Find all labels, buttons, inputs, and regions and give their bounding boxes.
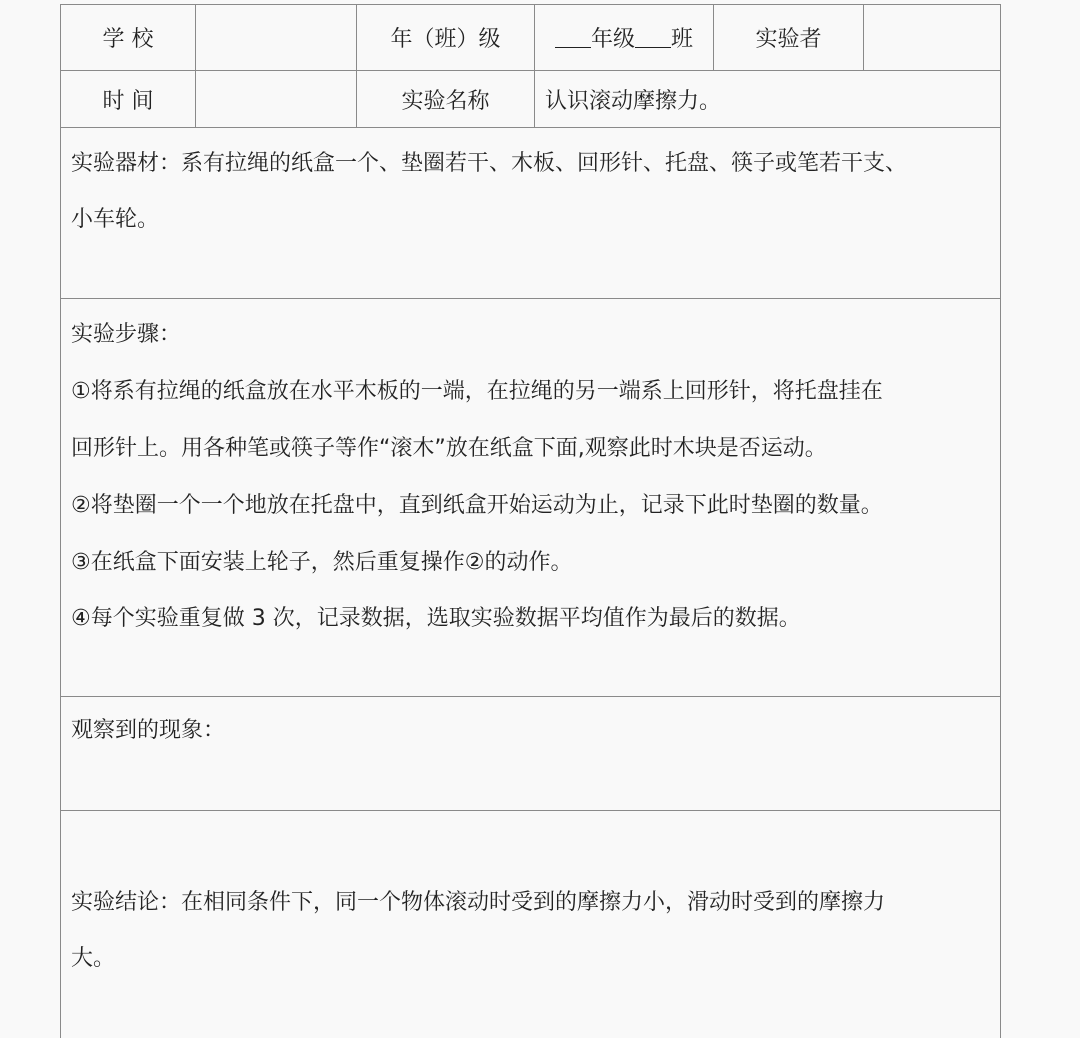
materials-text-1: 系有拉绳的纸盒一个、垫圈若干、木板、回形针、托盘、筷子或笔若干支、 xyxy=(181,151,908,176)
experiment-name-label: 实验名称 xyxy=(401,88,490,114)
conclusion-section xyxy=(61,811,1000,1038)
step-line-1: ①将系有拉绳的纸盒放在水平木板的一端，在拉绳的另一端系上回形针，将托盘挂在 xyxy=(71,379,883,404)
experimenter-label-cell xyxy=(714,5,864,70)
experiment-record-sheet xyxy=(60,4,1001,1038)
time-value-cell[interactable] xyxy=(196,71,357,127)
school-value-cell[interactable] xyxy=(196,5,357,70)
school-label-cell xyxy=(61,5,196,70)
header-row-1 xyxy=(61,5,1000,71)
experiment-name-label-cell xyxy=(357,71,535,127)
time-label: 时 间 xyxy=(102,88,154,114)
school-label: 学 校 xyxy=(102,27,154,52)
materials-line-2: 小车轮。 xyxy=(71,207,160,232)
class-suffix: 班 xyxy=(671,27,694,52)
experimenter-value-cell[interactable] xyxy=(864,5,1000,70)
grade-blank[interactable] xyxy=(555,27,591,48)
materials-section xyxy=(61,128,1000,299)
experimenter-label: 实验者 xyxy=(755,27,822,52)
conclusion-line-1: 实验结论：在相同条件下，同一个物体滚动时受到的摩擦力小，滑动时受到的摩擦力 xyxy=(71,890,886,915)
grade-class-value-cell[interactable] xyxy=(535,5,714,70)
step-line-5: ④每个实验重复做 3 次，记录数据，选取实验数据平均值作为最后的数据。 xyxy=(71,606,801,631)
step-line-2: 回形针上。用各种笔或筷子等作“滚木”放在纸盒下面,观察此时木块是否运动。 xyxy=(71,436,827,461)
steps-label: 实验步骤： xyxy=(71,322,182,347)
time-label-cell xyxy=(61,71,196,127)
materials-label: 实验器材： xyxy=(71,151,182,176)
observation-label: 观察到的现象： xyxy=(71,718,226,743)
header-row-2 xyxy=(61,71,1000,128)
grade-class-label: 年（班）级 xyxy=(390,27,501,52)
materials-line-1 xyxy=(71,146,907,177)
class-blank[interactable] xyxy=(635,27,671,48)
step-line-3: ②将垫圈一个一个地放在托盘中，直到纸盒开始运动为止，记录下此时垫圈的数量。 xyxy=(71,493,883,518)
steps-section xyxy=(61,299,1000,697)
experiment-name-value-cell xyxy=(535,71,1000,127)
grade-suffix: 年级 xyxy=(590,27,635,52)
step-line-4: ③在纸盒下面安装上轮子，然后重复操作②的动作。 xyxy=(71,550,573,575)
observation-section[interactable] xyxy=(61,697,1000,811)
conclusion-line-2: 大。 xyxy=(71,946,116,971)
grade-class-label-cell xyxy=(357,5,535,70)
experiment-name-value: 认识滚动摩擦力。 xyxy=(545,88,722,114)
